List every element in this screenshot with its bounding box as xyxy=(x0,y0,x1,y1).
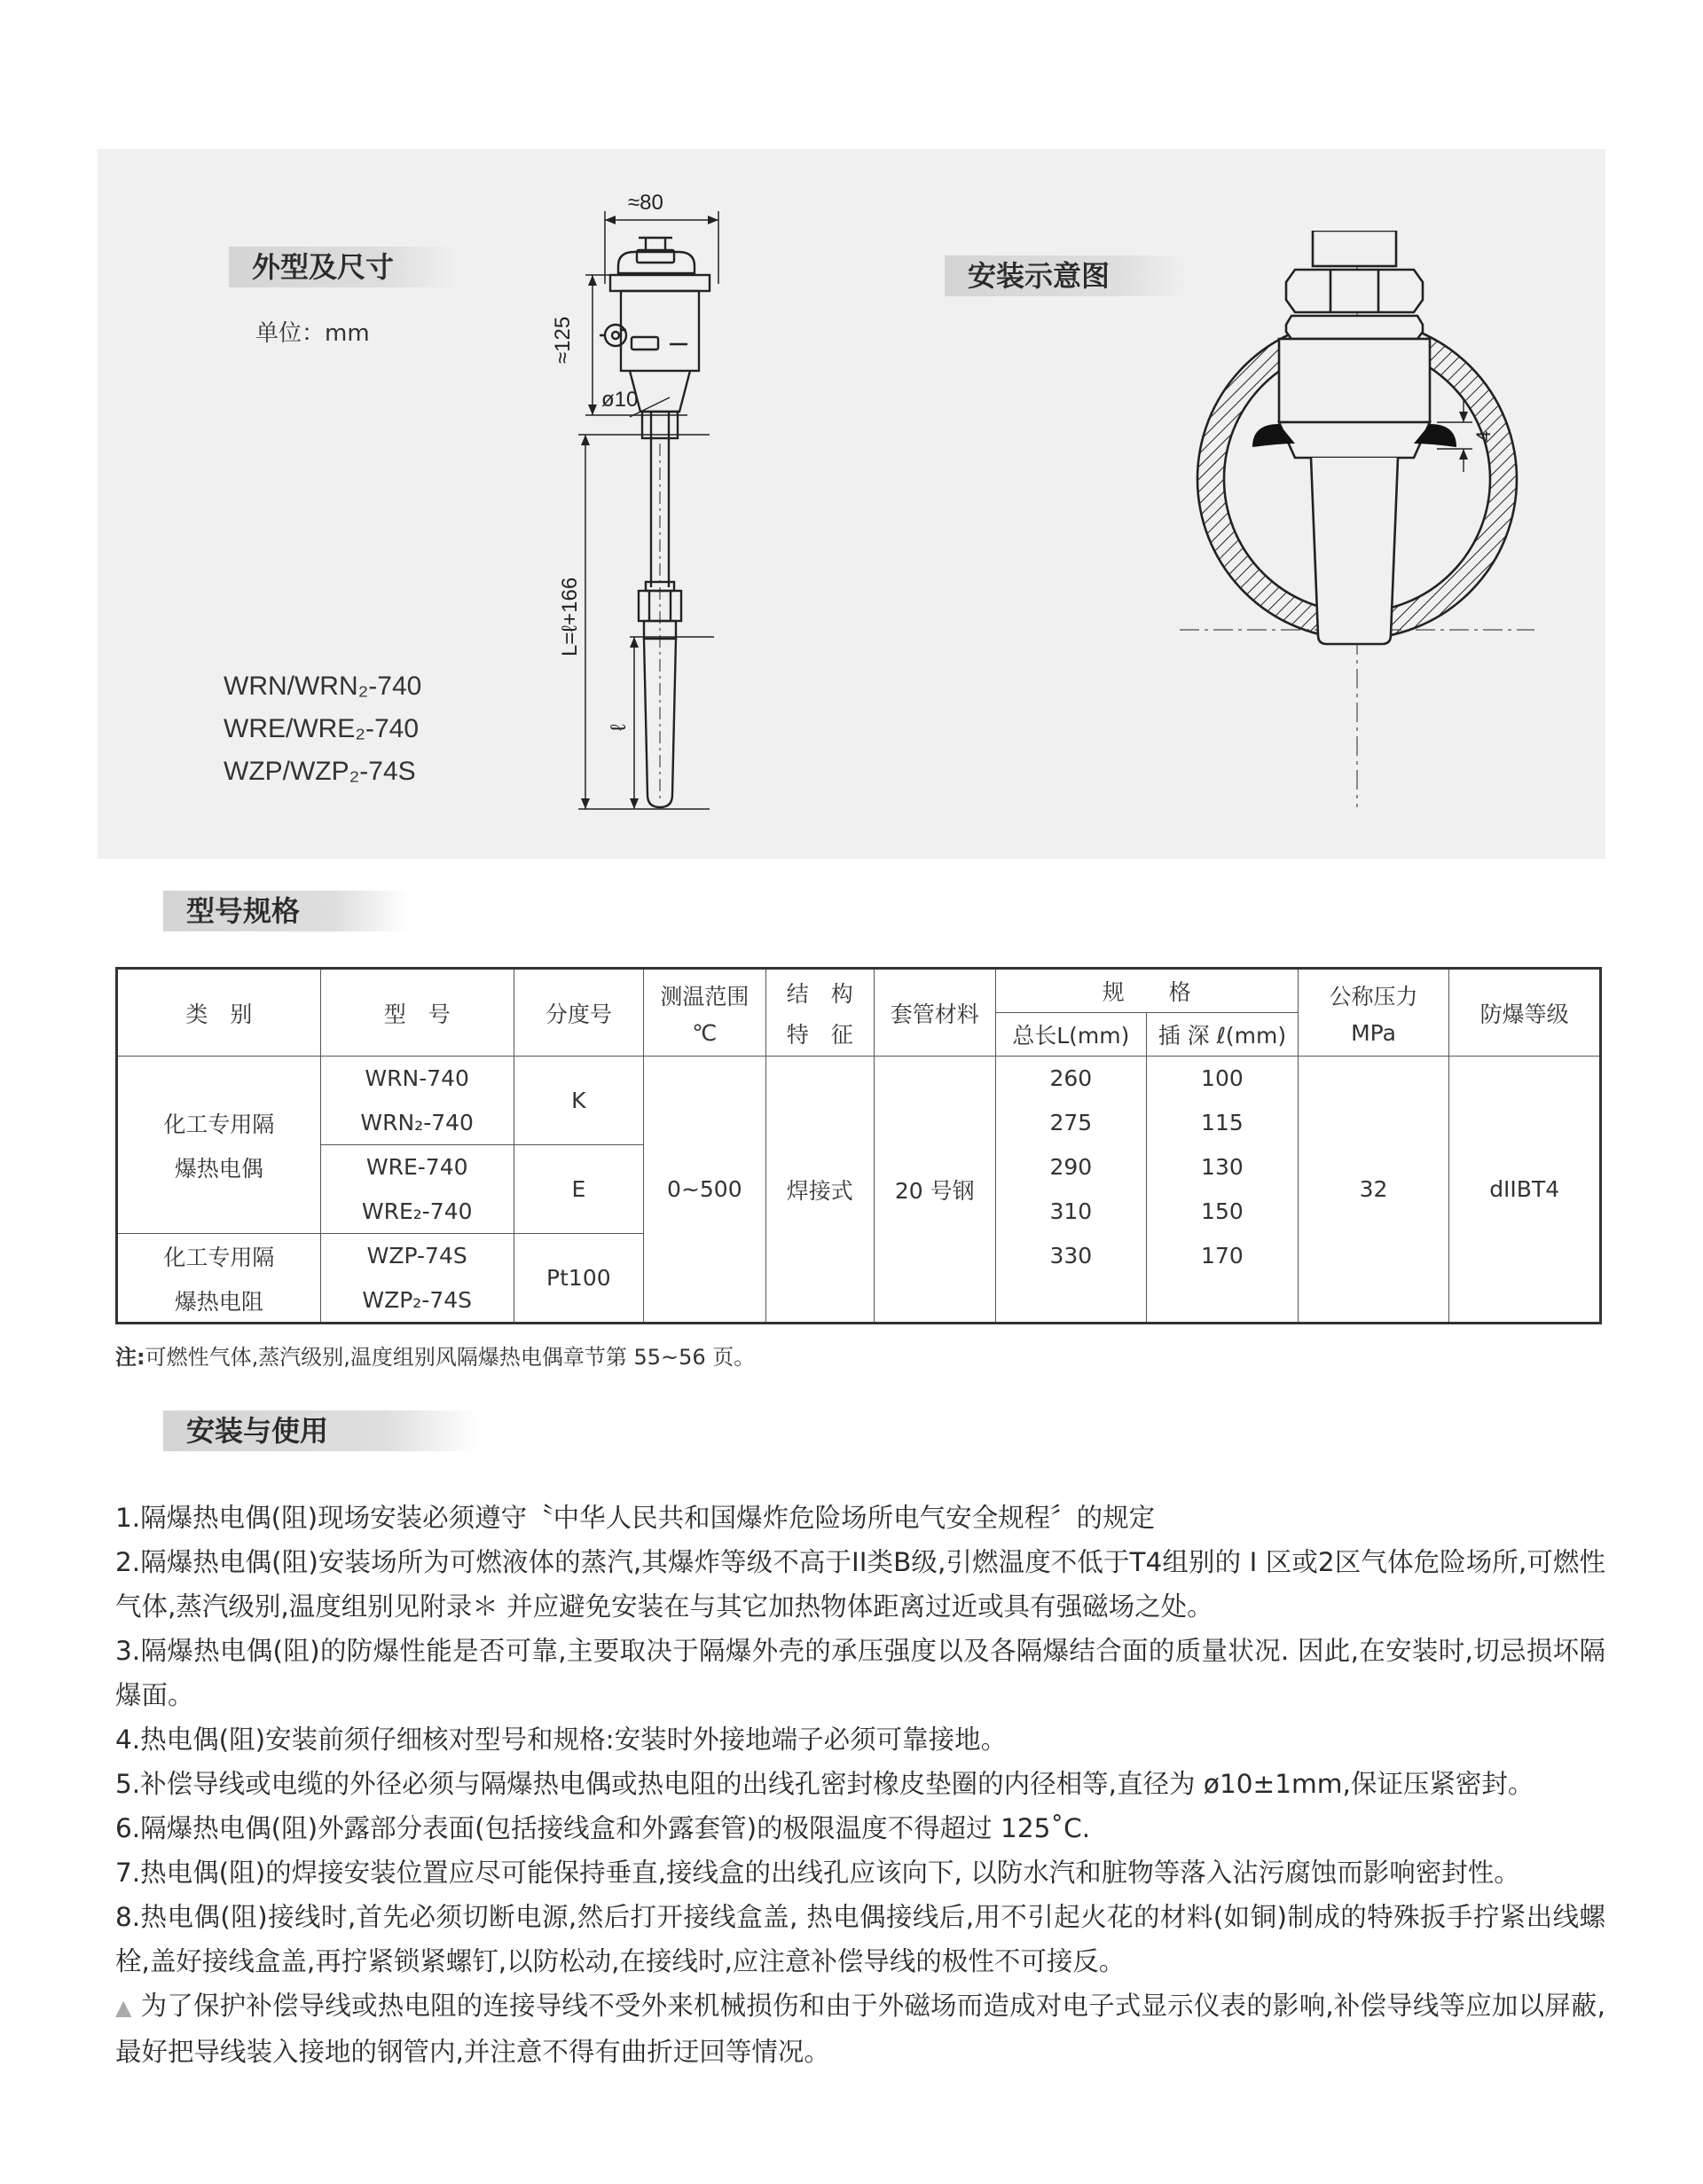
graduation-k: K xyxy=(514,1057,644,1145)
header-sheath: 套管材料 xyxy=(875,969,995,1057)
depth-cell: 150 xyxy=(1147,1190,1299,1234)
models-wzp xyxy=(320,1234,514,1324)
header-structure-line1: 结 构 xyxy=(786,980,853,1007)
pressure-cell: 32 xyxy=(1298,1057,1449,1324)
instruction-6: 6.隔爆热电偶(阻)外露部分表面(包括接线盒和外露套管)的极限温度不得超过 125˚C. xyxy=(115,1813,1091,1843)
header-structure-line2: 特 征 xyxy=(786,1021,853,1048)
category-thermocouple-line2: 爆热电偶 xyxy=(174,1155,263,1182)
header-pressure xyxy=(1298,969,1449,1057)
header-temp-range-line1: 测温范围 xyxy=(660,984,749,1010)
model-line-wzp: WZP/WZP₂-74S xyxy=(224,757,416,786)
instruction-8: 8.热电偶(阻)接线时,首先必须切断电源,然后打开接线盒盖, 热电偶接线后,用不引起火花的材料(如铜)制成的特殊扳手拧紧出线螺栓,盖好接线盒盖,再拧紧锁紧螺钉,以防松动,在接线时,应注意补偿导线的极性不可接反。 xyxy=(115,1902,1605,1976)
header-pressure-line2: MPa xyxy=(1351,1020,1396,1046)
ex-grade-cell: dIIBT4 xyxy=(1449,1057,1601,1324)
depth-cell-empty xyxy=(1147,1278,1299,1324)
header-structure xyxy=(765,969,874,1057)
models-wrn xyxy=(320,1057,514,1145)
dim-diameter-label: ø10 xyxy=(601,388,639,412)
category-thermocouple-line1: 化工专用隔 xyxy=(163,1111,275,1137)
header-temp-range-line2: ℃ xyxy=(692,1020,718,1046)
instruction-3: 3.隔爆热电偶(阻)的防爆性能是否可靠,主要取决于隔爆外壳的承压强度以及各隔爆结合面的质量状况. 因此,在安装时,切忌损坏隔爆面。 xyxy=(115,1636,1605,1710)
dim-width-label: ≈80 xyxy=(628,191,663,215)
header-category: 类 别 xyxy=(117,969,321,1057)
depth-cell: 100 xyxy=(1147,1057,1299,1101)
depth-cell: 170 xyxy=(1147,1234,1299,1278)
category-resistance-line2: 爆热电阻 xyxy=(174,1288,263,1315)
header-ex-grade: 防爆等级 xyxy=(1449,969,1601,1057)
weld-gap-label: 4 xyxy=(1472,430,1495,442)
length-cell: 260 xyxy=(995,1057,1147,1101)
instruction-1: 1.隔爆热电偶(阻)现场安装必须遵守〝中华人民共和国爆炸危险场所电气安全规程〞的规定 xyxy=(115,1503,1156,1533)
length-cell: 275 xyxy=(995,1101,1147,1145)
install-diagram-title: 安装示意图 xyxy=(945,255,1189,296)
model-cell: WRE-740 xyxy=(365,1154,468,1180)
model-list xyxy=(224,665,421,793)
graduation-e: E xyxy=(514,1145,644,1234)
install-instructions xyxy=(115,1496,1605,2074)
dimensions-title: 外型及尺寸 xyxy=(229,247,456,287)
dim-insertion-label: ℓ xyxy=(607,724,631,731)
instruction-4: 4.热电偶(阻)安装前须仔细核对型号和规格:安装时外接地端子必须可靠接地。 xyxy=(115,1724,1008,1755)
length-cell: 330 xyxy=(995,1234,1147,1278)
installation-diagram xyxy=(1171,231,1543,816)
models-wre xyxy=(320,1145,514,1234)
length-cell: 290 xyxy=(995,1145,1147,1190)
length-cell-empty xyxy=(995,1278,1147,1324)
instruction-5: 5.补偿导线或电缆的外径必须与隔爆热电偶或热电阻的出线孔密封橡皮垫圈的内径相等,直径为 ø10±1mm,保证压紧密封。 xyxy=(115,1769,1534,1799)
header-insert-depth: 插 深 ℓ(mm) xyxy=(1147,1013,1299,1057)
model-cell: WZP₂-74S xyxy=(362,1286,473,1313)
triangle-icon: ▲ xyxy=(115,1995,132,2020)
temp-range-cell: 0~500 xyxy=(644,1057,765,1324)
table-note xyxy=(115,1339,755,1371)
instruction-2: 2.隔爆热电偶(阻)安装场所为可燃液体的蒸汽,其爆炸等级不高于II类B级,引燃温度不低于T4组别的 I 区或2区气体危险场所,可燃性气体,蒸汽级别,温度组别见附录＊ 并应避免安装在与其它加热物体距离过近或具有强磁场之处。 xyxy=(115,1547,1605,1622)
dim-total-length-label: L=ℓ+166 xyxy=(558,577,582,656)
category-resistance xyxy=(117,1234,321,1324)
header-temp-range xyxy=(644,969,765,1057)
spec-title: 型号规格 xyxy=(163,891,408,931)
header-row-1 xyxy=(117,969,1601,1013)
header-pressure-line1: 公称压力 xyxy=(1329,984,1418,1010)
instruction-9 xyxy=(115,1984,1605,2074)
table-row xyxy=(117,1057,1601,1101)
dim-head-label: ≈125 xyxy=(551,316,575,364)
category-thermocouple xyxy=(117,1057,321,1234)
depth-cell: 130 xyxy=(1147,1145,1299,1190)
depth-cell: 115 xyxy=(1147,1101,1299,1145)
thermocouple-dimension-drawing xyxy=(497,177,834,825)
sheath-cell: 20 号钢 xyxy=(875,1057,995,1324)
install-title: 安装与使用 xyxy=(163,1410,479,1451)
model-cell: WZP-74S xyxy=(366,1243,467,1269)
unit-label: 单位：mm xyxy=(255,320,370,347)
header-model: 型 号 xyxy=(320,969,514,1057)
model-cell: WRN-740 xyxy=(365,1065,469,1091)
note-text: 可燃性气体,蒸汽级别,温度组别风隔爆热电偶章节第 55~56 页。 xyxy=(145,1345,756,1370)
note-label: 注: xyxy=(115,1345,145,1370)
model-line-wrn: WRN/WRN₂-740 xyxy=(224,672,422,701)
header-graduation: 分度号 xyxy=(514,969,644,1057)
instruction-7: 7.热电偶(阻)的焊接安装位置应尽可能保持垂直,接线盒的出线孔应该向下, 以防水汽和脏物等落入沾污腐蚀而影响密封性。 xyxy=(115,1858,1520,1888)
header-spec: 规 格 xyxy=(995,969,1298,1013)
length-cell: 310 xyxy=(995,1190,1147,1234)
model-cell: WRN₂-740 xyxy=(360,1109,474,1135)
header-total-length: 总长L(mm) xyxy=(995,1013,1147,1057)
model-cell: WRE₂-740 xyxy=(361,1198,473,1224)
instruction-9-text: 为了保护补偿导线或热电阻的连接导线不受外来机械损伤和由于外磁场而造成对电子式显示仪表的影响,补偿导线等应加以屏蔽,最好把导线装入接地的钢管内,并注意不得有曲折迂回等情况。 xyxy=(115,1991,1605,2067)
category-resistance-line1: 化工专用隔 xyxy=(163,1244,275,1270)
model-line-wre: WRE/WRE₂-740 xyxy=(224,714,420,743)
spec-table xyxy=(115,967,1602,1324)
structure-cell: 焊接式 xyxy=(765,1057,874,1324)
graduation-pt100: Pt100 xyxy=(514,1234,644,1324)
